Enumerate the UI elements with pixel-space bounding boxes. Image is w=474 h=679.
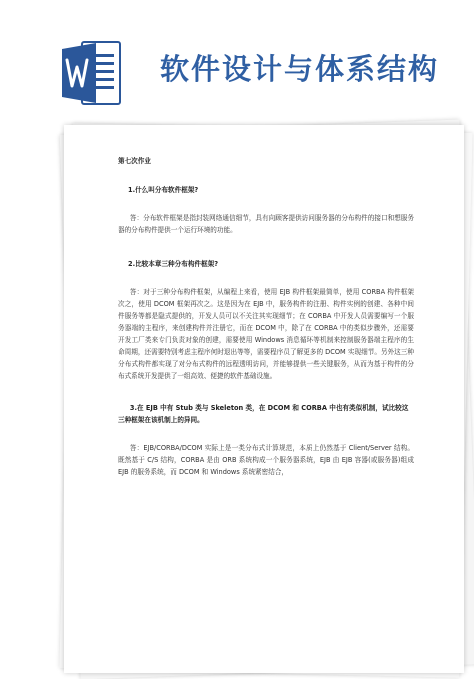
document-content — [118, 155, 414, 478]
answer-1: 答：分布软件框架是指封装网络通信细节，具有向顾客提供访问服务器的分布构件的接口和想服务器的分布构件提供一个运行环境的功能。 — [118, 214, 414, 234]
document-heading: 第七次作业 — [118, 157, 151, 165]
answer-3: 答：EJB/CORBA/DCOM 实际上是一类分布式计算规范，本质上仍然基于 Client/Server 结构。既然基于 C/S 结构，CORBA 是由 ORB 系统构成一个服务器系统，EJB 由 EJB 容器(或服务器)组成 EJB 的服务系统，而 DCOM 和 Windows 系统紧密结合， — [118, 444, 414, 476]
document-page — [64, 125, 464, 673]
question-1: 1.什么叫分布软件框架? — [128, 186, 199, 194]
banner-title: 软件设计与体系结构 — [160, 52, 440, 86]
banner — [0, 0, 474, 115]
question-2: 2.比较本章三种分布构件框架? — [128, 260, 219, 268]
answer-2: 答：对于三种分布构件框架，从编程上来看，使用 EJB 构件框架最简单，使用 CORBA 构件框架次之，使用 DCOM 框架再次之。这是因为在 EJB 中，服务构件的注册、构件实例的创建、各种中间件服务等都是隐式提供的，开发人员可以不关注其实现细节；在 CORBA 中开发人员需要编写一个服务器端的主程序，来创建构件并注册它，而在 DCOM 中，除了在 CORBA 中的类似步骤外，还需要开发工厂类来专门负责对象的创建，需要使用 Windows 消息循环等机制来控制服务器端主程序的生命周期，还需要特别考虑主程序何时退出等等，需要程序员了解更多的 DCOM 实现细节。另外这三种分布式构件都实现了对分布式构件的远程透明访问，并能够提供一些关键服务，从而为基于构件的分布式系统开发提供了一组高效、便捷的软件基础设施。 — [118, 288, 414, 380]
word-document-icon — [62, 40, 122, 106]
question-3: 3.在 EJB 中有 Stub 类与 Skeleton 类，在 DCOM 和 CORBA 中也有类似机制，试比较这三种框架在该机制上的异同。 — [118, 404, 409, 424]
